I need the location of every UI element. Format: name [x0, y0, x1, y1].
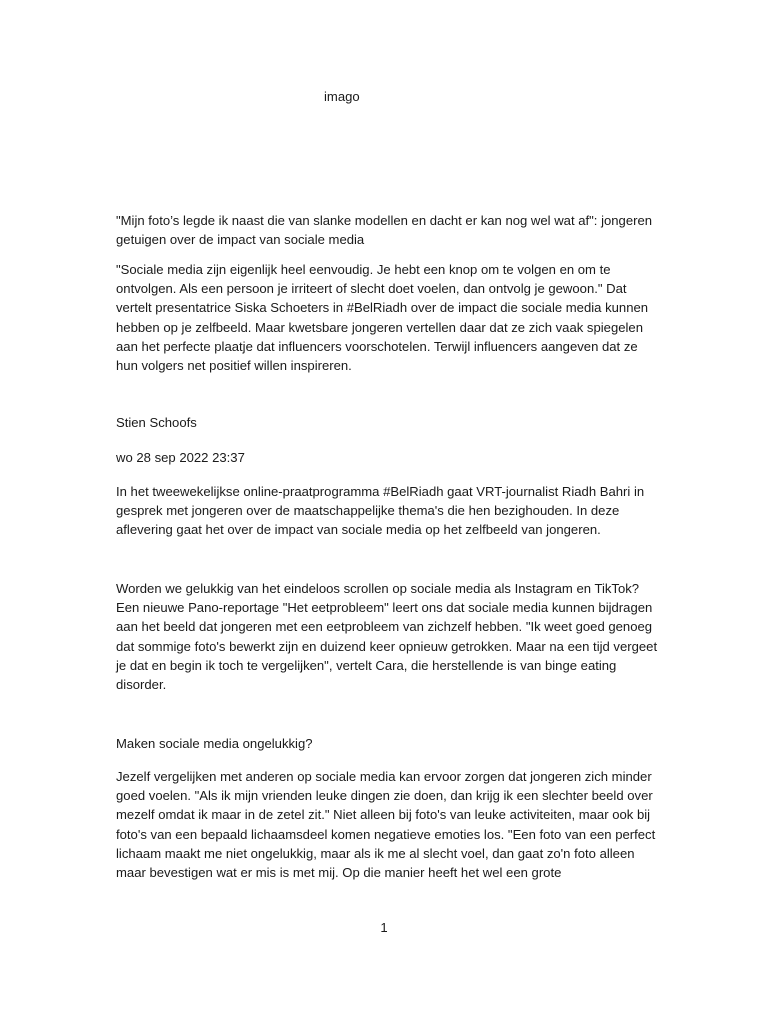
page-number: 1	[380, 920, 388, 935]
image-caption: imago	[324, 89, 360, 104]
article-paragraph-2: Jezelf vergelijken met anderen op sociale media kan ervoor zorgen dat jongeren zich minder goed voelen. "Als ik mijn vrienden leuke dingen zie doen, dan krijg ik een slechter beeld over mezelf omdat ik maar in de zetel zit." Niet alleen bij foto's van leuke activiteiten, maar ook bij foto's van een bepaald lichaamsdeel komen negatieve emoties los. "Een foto van een perfect lichaam maakt me niet ongelukkig, maar als ik me al slecht voel, dan gaat zo'n foto alleen maar bevestigen wat er mis is met mij. Op die manier heeft het wel een grote	[116, 769, 656, 881]
article-subheading: Maken sociale media ongelukkig?	[116, 736, 313, 751]
article-title: "Mijn foto’s legde ik naast die van slanke modellen en dacht er kan nog wel wat af": jongeren getuigen over de impact van sociale media	[116, 213, 653, 248]
article-author: Stien Schoofs	[116, 415, 197, 430]
article-lead: "Sociale media zijn eigenlijk heel eenvoudig. Je hebt een knop om te volgen en om te ontvolgen. Als een persoon je irriteert of slecht doet voelen, dan ontvolg je gewoon." Dat vertelt presentatrice Siska Schoeters in #BelRiadh over de impact die sociale media kunnen hebben op je zelfbeeld. Maar kwetsbare jongeren vertellen daar dat ze zich vaak spiegelen aan het perfecte plaatje dat influencers voorschotelen. Terwijl influencers aangeven dat ze hun volgers net positief willen inspireren.	[116, 262, 649, 374]
article-paragraph-1: Worden we gelukkig van het eindeloos scrollen op sociale media als Instagram en TikTok? Een nieuwe Pano-reportage "Het eetprobleem" leert ons dat sociale media kunnen bijdragen aan het beeld dat jongeren met een eetprobleem van zichzelf hebben. "Ik weet goed genoeg dat sommige foto's bewerkt zijn en duizend keer opnieuw getrokken. Maar na een tijd vergeet je dat en begin ik toch te vergelijken", vertelt Cara, die herstellende is van binge eating disorder.	[116, 581, 658, 693]
article-intro: In het tweewekelijkse online-praatprogramma #BelRiadh gaat VRT-journalist Riadh Bahri in gesprek met jongeren over de maatschappelijke thema's die hen bezighouden. In deze aflevering gaat het over de impact van sociale media op het zelfbeeld van jongeren.	[116, 484, 645, 538]
article-date: wo 28 sep 2022 23:37	[116, 450, 245, 465]
